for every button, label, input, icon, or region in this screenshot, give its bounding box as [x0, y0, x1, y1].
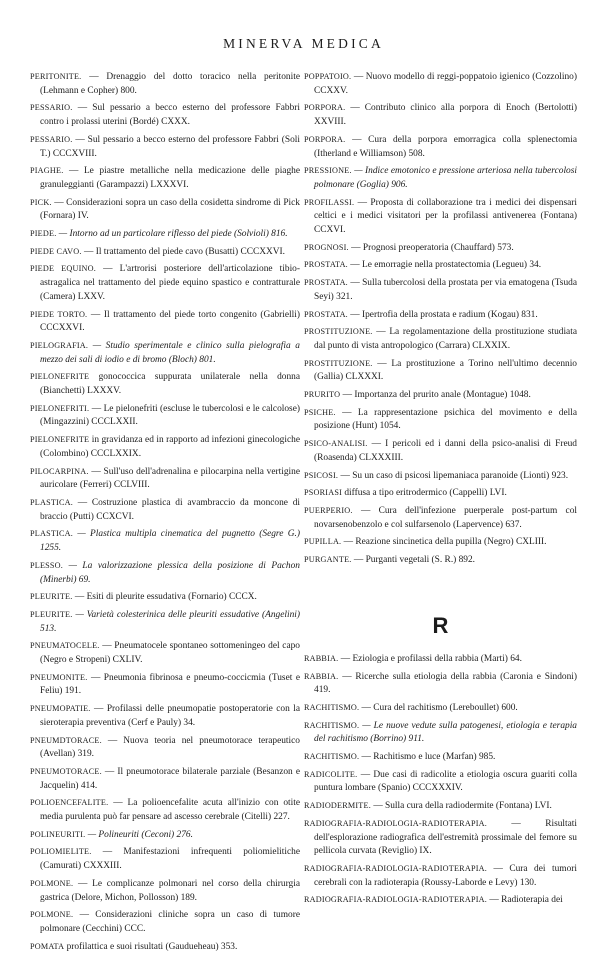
entry-text: — Il trattamento del piede torto congenito (Gabrielli) CCCXXVI. [40, 309, 300, 334]
entry-heading: PLASTICA. [30, 529, 73, 539]
entry-heading: POLINEURITI. [30, 829, 86, 839]
index-entry [304, 701, 577, 716]
entry-heading: PLEURITE. [30, 592, 73, 602]
entry-heading: POLMONE. [30, 878, 74, 888]
index-entry [304, 70, 577, 98]
entry-heading: PICK. [30, 197, 52, 207]
entry-text: gonococcica suppurata unilaterale nella donna (Bianchetti) LXXXV. [40, 372, 300, 397]
index-entry [30, 639, 300, 667]
entry-text: — Considerazioni sopra un caso della cosidetta sindrome di Pick (Fornara) IV. [40, 197, 300, 222]
index-entry [30, 702, 300, 730]
entry-text: — Le pielonefriti (escluse le tubercolosi e le calcolose) (Mingazzini) CCCLXXII. [40, 403, 300, 428]
entry-text: — Il trattamento del piede cavo (Busatti) CCCXXVI. [81, 246, 285, 257]
entry-heading: PILOCARPINA. [30, 466, 89, 476]
entry-text: — Polineuriti (Ceconi) 276. [85, 829, 193, 840]
entry-text: — Intorno ad un particolare riflesso del piede (Solvioli) 816. [56, 229, 288, 240]
entry-text: — Sulla cura della radiodermite (Fontana) LVI. [370, 801, 552, 812]
entry-heading: PIEDE TORTO. [30, 309, 88, 319]
index-entry [304, 719, 577, 747]
entry-text: — Sul pessario a becco esterno del professore Fabbri (Soli T.) CCCXVIII. [40, 134, 300, 159]
entry-heading: PROSTITUZIONE. [304, 327, 373, 337]
entry-text: — Cura del rachitismo (Lereboullet) 600. [359, 702, 518, 713]
index-entry [304, 535, 577, 550]
entry-heading: RABBIA. [304, 671, 339, 681]
entry-heading: PRESSIONE. [304, 166, 352, 176]
index-entry [30, 308, 300, 336]
index-entry [304, 164, 577, 192]
page-header: MINERVA MEDICA [223, 36, 384, 51]
index-entry [304, 486, 577, 501]
entry-heading: PERITONITE. [30, 72, 82, 81]
entry-text: — La polioencefalite acuta all'inizio con otite media purulenta può far pensare ad ascesso cerebrale (Citelli) 227. [40, 798, 300, 823]
entry-text: — Considerazioni cliniche sopra un caso di tumore polmonare (Cecchini) CCC. [40, 910, 300, 934]
entry-text: — Su un caso di psicosi lipemaniaca paranoide (Lionti) 923. [338, 470, 569, 481]
entry-heading: PUPILLA. [304, 537, 342, 547]
index-entry [30, 496, 300, 524]
index-entry [30, 734, 300, 762]
entry-heading: PSORIASI [304, 488, 342, 498]
entry-text: — Pneumatocele spontaneo sottomeningeo del capo (Negro e Stropeni) CXLIV. [40, 641, 300, 666]
entry-text: — Le emorragie nella prostatectomia (Legueu) 34. [347, 260, 542, 271]
index-entry [30, 339, 300, 367]
entry-text: — Drenaggio del dotto toracico nella peritonite (Lehmann e Copher) 800. [40, 72, 300, 96]
index-entry [304, 258, 577, 273]
entry-text: — La valorizzazione plessica della posizione di Pachon (Minerbi) 69. [40, 560, 300, 585]
entry-text: — Sull'uso dell'adrenalina e pilocarpina nella vertigine auricolare (Ferreri) CCLVIII. [40, 466, 300, 491]
index-entry [304, 504, 577, 532]
entry-text: — Studio sperimentale e clinico sulla pielografia a mezzo dei sali di iodio e di bromo (Bloch) 801. [40, 340, 300, 365]
entry-text: — Plastica multipla cinematica del pugnetto (Segre G.) 1255. [40, 529, 300, 554]
index-entry [304, 101, 577, 129]
entry-text: — Ricerche sulla etiologia della rabbia (Caronia e Sindoni) 419. [314, 671, 577, 696]
index-entry [304, 817, 577, 859]
entry-heading: PESSARIO. [30, 103, 73, 113]
index-entry [304, 750, 577, 765]
index-entry [304, 357, 577, 385]
entry-heading: RACHITISMO. [304, 720, 360, 730]
entry-text: — Sulla tubercolosi della prostata per via ematogena (Tsuda Seyi) 321. [314, 278, 577, 302]
index-entry [304, 799, 577, 814]
index-entry [304, 670, 577, 698]
entry-text: — Contributo clinico alla porpora di Enoch (Bertolotti) XXVIII. [314, 103, 577, 128]
entry-text: — Esiti di pleurite essudativa (Fornario) CCCX. [72, 592, 257, 603]
entry-text: — Reazione sincinetica della pupilla (Negro) CXLIII. [341, 537, 547, 548]
entry-text: — Cura dei tumori cerebrali con la radioterapia (Roussy-Laborde e Levy) 130. [314, 863, 577, 888]
entry-heading: POMATA [30, 941, 65, 951]
entry-text: — Eziologia e profilassi della rabbia (Marti) 64. [338, 653, 522, 664]
entry-text: — L'artrorisi posteriore dell'articolazione tibio-astragalica nel trattamento del piede equino spastico e contratturale (Camera) LXXV. [40, 264, 300, 302]
entry-heading: PIEDE. [30, 229, 57, 239]
entry-text: — Importanza del prurito anale (Montague) 1048. [340, 390, 531, 401]
index-entry [304, 469, 577, 484]
entry-heading: RADIODERMITE. [304, 801, 371, 811]
entry-heading: PROSTATA. [304, 309, 348, 319]
entry-text: — Le nuove vedute sulla patogenesi, etiologia e terapia del rachitismo (Borrino) 911. [314, 720, 577, 745]
entry-heading: RADIOGRAFIA-RADIOLOGIA-RADIOTERAPIA. [304, 863, 487, 873]
entry-heading: PIELONEFRITE [30, 435, 90, 445]
entry-text: profilattica e suoi risultati (Gaudueheau) 353. [64, 941, 238, 952]
index-entry [30, 845, 300, 873]
index-entry [30, 262, 300, 304]
index-entry [30, 877, 300, 905]
index-entry [304, 241, 577, 256]
index-entry [30, 671, 300, 699]
entry-text: — Purganti vegetali (S. R.) 892. [351, 555, 476, 566]
entry-text: — Rachitismo e luce (Marfan) 985. [359, 752, 496, 763]
index-entry [304, 862, 577, 890]
index-entry [30, 908, 300, 936]
entry-text: — Prognosi preoperatoria (Chauffard) 573. [348, 242, 514, 253]
index-entry [304, 406, 577, 434]
index-entry [304, 388, 577, 403]
entry-heading: PNEUMOTORACE. [30, 766, 102, 776]
index-entry [30, 433, 300, 461]
entry-text: — La rappresentazione psichica del movimento e della posizione (Hunt) 1054. [314, 407, 577, 432]
index-entry [30, 796, 300, 824]
index-entry [30, 196, 300, 224]
entry-heading: PUERPERIO. [304, 505, 353, 515]
entry-heading: PIELOGRAFIA. [30, 340, 89, 350]
index-entry [30, 402, 300, 430]
entry-text: — Sul pessario a becco esterno del professore Fabbri contro i prolassi uterini (Bordé) CXXX. [40, 103, 300, 128]
entry-heading: RADICOLITE. [304, 769, 358, 779]
entry-text: — Ipertrofia della prostata e radium (Kogau) 831. [347, 309, 538, 320]
entry-heading: PIELONEFRITI. [30, 403, 90, 413]
index-entry [304, 276, 577, 304]
index-entry [30, 70, 300, 98]
index-entry [304, 196, 577, 238]
entry-heading: PROSTATA. [304, 278, 348, 288]
entry-text: diffusa a tipo eritrodermico (Cappelli) LVI. [342, 488, 507, 499]
entry-text: in gravidanza ed in rapporto ad infezioni ginecologiche (Colombino) CCCLXXIX. [40, 435, 300, 459]
entry-heading: PORPORA. [304, 134, 346, 144]
entry-text: — Nuovo modello di reggi-poppatoio igienico (Cozzolino) CCXXV. [314, 72, 577, 96]
index-entry [30, 227, 300, 242]
entry-heading: PURGANTE. [304, 555, 352, 565]
entry-text: — Proposta di collaborazione tra i medici dei dispensari celtici e i medici visitatori per la profilassi antivenerea (Fontana) CCXVI. [314, 197, 577, 236]
index-entry [304, 308, 577, 323]
index-entry [304, 893, 577, 908]
index-entry [304, 768, 577, 796]
index-entry [30, 133, 300, 161]
entry-heading: RABBIA. [304, 653, 339, 663]
index-entry [30, 828, 300, 843]
entry-heading: RADIOGRAFIA-RADIOLOGIA-RADIOTERAPIA. [304, 895, 487, 905]
entry-heading: PIEDE CAVO. [30, 246, 82, 256]
index-entry [30, 527, 300, 555]
entry-heading: PESSARIO. [30, 134, 73, 144]
entry-heading: PNEUMATOCELE. [30, 641, 100, 651]
entry-heading: PLEURITE. [30, 609, 73, 619]
entry-heading: RADIOGRAFIA-RADIOLOGIA-RADIOTERAPIA. [304, 818, 487, 828]
index-entry [30, 559, 300, 587]
index-entry [30, 245, 300, 260]
entry-heading: PROFILASSI. [304, 197, 355, 207]
entry-text: — Costruzione plastica di avambraccio da moncone di braccio (Putti) CCXCVI. [40, 497, 300, 522]
index-entry [304, 553, 577, 568]
entry-text: — Le piastre metalliche nella medicazione delle piaghe granuleggianti (Garampazzi) LXXXVI. [40, 166, 300, 190]
index-entry [30, 465, 300, 493]
entry-heading: PSICHE. [304, 407, 336, 417]
index-entry [30, 370, 300, 398]
entry-heading: PRURITO [304, 390, 341, 400]
entry-text: — Nuova teoria nel pneumotorace terapeutico (Avellan) 319. [40, 735, 300, 760]
entry-text: — Indice emotonico e pressione arteriosa nella tubercolosi polmonare (Goglia) 906. [314, 166, 577, 190]
entry-heading: RACHITISMO. [304, 752, 360, 762]
entry-heading: PIEDE EQUINO. [30, 264, 97, 274]
entry-heading: RACHITISMO. [304, 702, 360, 712]
entry-text: — Manifestazioni infrequenti poliomielitiche (Camurati) CXXXIII. [40, 847, 300, 872]
right-column [304, 70, 577, 911]
index-entry [304, 652, 577, 667]
section-letter-r: R [432, 612, 449, 638]
entry-heading: PSICOSI. [304, 470, 339, 480]
entry-heading: POLIOENCEFALITE. [30, 798, 109, 808]
entry-heading: PROGNOSI. [304, 242, 349, 252]
entry-text: — Profilassi delle pneumopatie postoperatorie con la sieroterapia preventiva (Cerf e Pauly) 34. [40, 704, 300, 728]
entry-text: — Il pneumotorace bilaterale parziale (Besanzon e Jacquelin) 414. [40, 766, 300, 791]
entry-text: — Pneumonia fibrinosa e pneumo-coccicmia (Tuset e Feliu) 191. [40, 672, 300, 697]
entry-text: — Due casi di radicolite a etiologia oscura guariti colla puntura lombare (Spanio) CCCXXXIV. [314, 769, 577, 794]
entry-heading: PSICO-ANALISI. [304, 439, 368, 449]
index-entry [30, 940, 300, 955]
index-entry [30, 164, 300, 192]
entry-heading: POLMONE. [30, 910, 74, 920]
index-entry [30, 765, 300, 793]
entry-heading: PLASTICA. [30, 497, 73, 507]
index-entry [30, 608, 300, 636]
entry-heading: PROSTATA. [304, 260, 348, 270]
index-entry [304, 325, 577, 353]
entry-text: — Le complicanze polmonari nel corso della chirurgia gastrica (Delore, Michon, Pollosson) 189. [40, 878, 300, 903]
entry-text: — La prostituzione a Torino nell'ultimo decennio (Gallia) CLXXXI. [314, 358, 577, 383]
entry-text: — Varietà colesterinica delle pleuriti essudative (Angelini) 513. [40, 609, 300, 634]
entry-heading: PNEUMOPATIE. [30, 704, 91, 714]
index-entry [30, 590, 300, 605]
entry-text: — Risultati dell'esplorazione radiografica dell'estremità prossimale del femore su pellicola curvata (Reviglio) IX. [314, 818, 577, 857]
entry-heading: PNEUMONITE. [30, 672, 88, 682]
entry-heading: POPPATOIO. [304, 72, 352, 81]
entry-heading: PLESSO. [30, 560, 64, 570]
index-entry [304, 437, 577, 465]
entry-heading: PIAGHE. [30, 166, 64, 176]
entry-text: — Cura della porpora emorragica colla splenectomia (Itherland e Williamson) 508. [314, 134, 577, 159]
entry-text: — La regolamentazione della prostituzione studiata dal punto di vista antropologico (Carrara) CLXXIX. [314, 327, 577, 351]
entry-heading: PIELONEFRITE [30, 372, 90, 382]
entry-text: — I pericoli ed i danni della psico-analisi di Freud (Roasenda) CLXXXIII. [314, 439, 577, 463]
index-entry [304, 133, 577, 161]
entry-heading: PNEUMDTORACE. [30, 735, 102, 745]
left-column [30, 70, 300, 957]
entry-text: — Cura dell'infezione puerperale post-partum col novarsenobenzolo e col sulfarsenolo (Lapervence) 637. [314, 505, 577, 530]
entry-text: — Radioterapia dei [487, 895, 563, 906]
index-entry [30, 101, 300, 129]
entry-heading: PORPORA. [304, 103, 346, 113]
right-p-entries [304, 70, 577, 568]
right-r-entries [304, 652, 577, 908]
entry-heading: POLIOMIELITE. [30, 847, 92, 857]
entry-heading: PROSTITUZIONE. [304, 358, 373, 368]
